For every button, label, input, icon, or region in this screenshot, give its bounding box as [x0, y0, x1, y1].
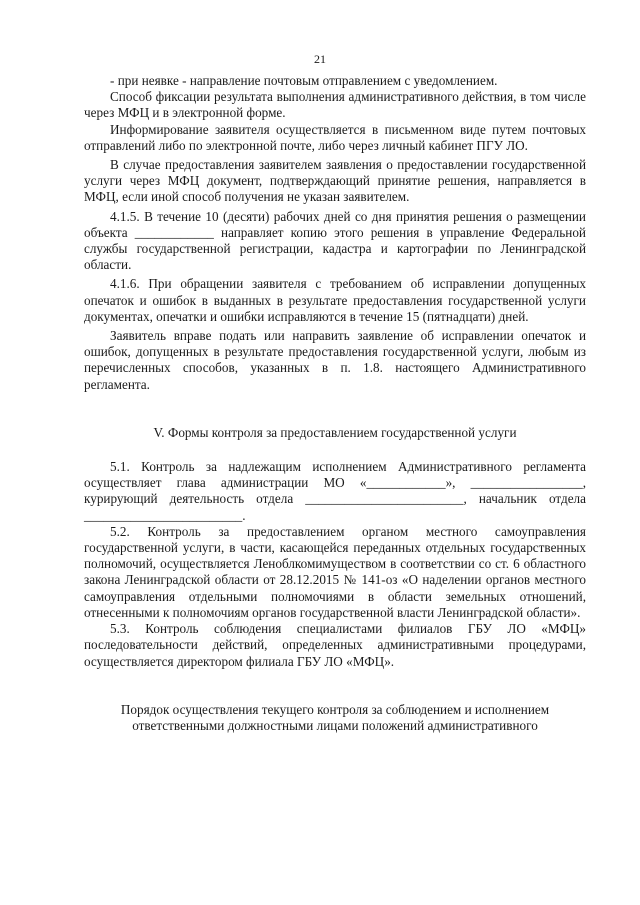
paragraph-4-1-5: 4.1.5. В течение 10 (десяти) рабочих дней со дня принятия решения о размещении объекта ____________ направляет копию этого решения в управление Федеральной службы государственной регистрации, кадастра и картографии по Ленинградской области.: [84, 208, 586, 273]
paragraph-4-1-6: 4.1.6. При обращении заявителя с требованием об исправлении допущенных опечаток и ошибок в выданных в результате предоставления государственной услуги документах, опечатки и ошибки исправляются в течение 15 (пятнадцати) дней.: [84, 276, 586, 324]
paragraph-5-3: 5.3. Контроль соблюдения специалистами филиалов ГБУ ЛО «МФЦ» последовательности действий, определенных административными процедурами, осуществляется директором филиала ГБУ ЛО «МФЦ».: [84, 621, 586, 669]
paragraph-5-1: 5.1. Контроль за надлежащим исполнением Административного регламента осуществляет глава администрации МО «____________», _________________, курирующий деятельность отдела ________________________, начальник отдела ________________________.: [84, 459, 586, 523]
paragraph-correction-request: Заявитель вправе подать или направить заявление об исправлении опечаток и ошибок, допущенных в результате предоставления государственной услуги, любым из перечисленных способов, указанных в п. 1.8. настоящего Административного регламента.: [84, 328, 586, 392]
subsection-heading: Порядок осуществления текущего контроля за соблюдением и исполнением ответственными должностными лицами положений административного: [120, 701, 550, 733]
section-heading-v: V. Формы контроля за предоставлением государственной услуги: [153, 424, 517, 440]
paragraph-fixation-method: Способ фиксации результата выполнения административного действия, в том числе через МФЦ и в электронной форме.: [84, 89, 586, 121]
paragraph-mfc-submission: В случае предоставления заявителем заявления о предоставлении государственной услуги через МФЦ документ, подтверждающий принятие решения, направляется в МФЦ, если иной способ получения не указан заявителем.: [84, 157, 586, 205]
paragraph-informing: Информирование заявителя осуществляется в письменном виде путем почтовых отправлений либо по электронной почте, либо через личный кабинет ПГУ ЛО.: [84, 121, 586, 153]
paragraph-5-2: 5.2. Контроль за предоставлением органом местного самоуправления государственной услуги, в части, касающейся переданных отдельных государственных полномочий, осуществляется Леноблкомимуществом в соответствии со ст. 6 областного закона Ленинградской области от 28.12.2015 № 141-оз «О наделении органов местного самоуправления отдельными полномочиями в области земельных отношений, отнесенными к полномочиям органов государственной власти Ленинградской области».: [84, 523, 586, 620]
page-number: 21: [314, 52, 326, 66]
paragraph-no-show: - при неявке - направление почтовым отправлением с уведомлением.: [110, 73, 498, 88]
document-body: [84, 73, 586, 734]
